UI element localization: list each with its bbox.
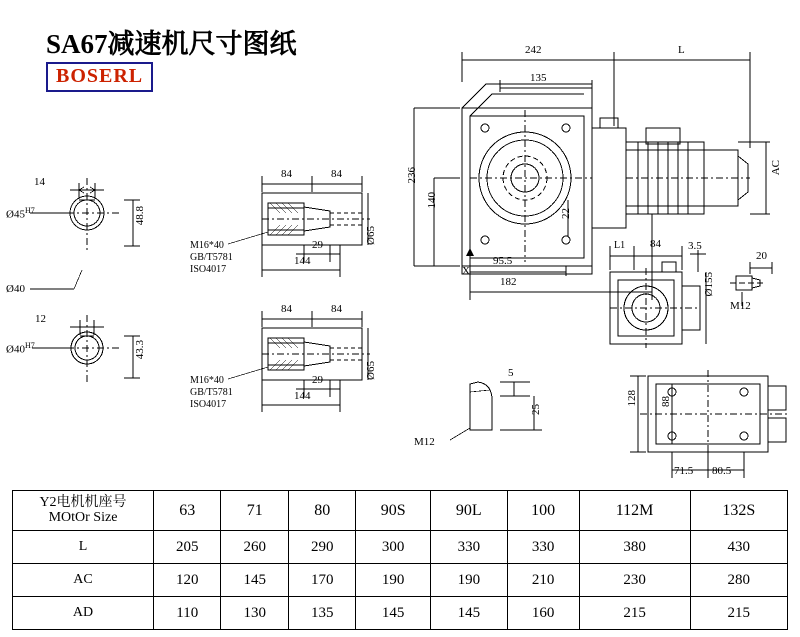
table-row <box>13 597 788 630</box>
cell-AC-1: 145 <box>221 564 288 597</box>
dim-128: 128 <box>626 390 638 407</box>
dim-22: 22 <box>560 208 572 219</box>
motor-size-label-en: MOtOr Size <box>48 509 118 525</box>
note-bolt-spec-top: M16*40 <box>190 240 224 251</box>
table-rowhead-motor-size <box>13 491 154 531</box>
cell-AC-3: 190 <box>356 564 430 597</box>
dim-144-top: 144 <box>294 255 311 267</box>
dim-L: L <box>678 44 685 56</box>
cell-AD-4: 145 <box>430 597 507 630</box>
dim-height-bottom: 43.3 <box>134 340 146 360</box>
table-row <box>13 564 788 597</box>
row-label-AC: AC <box>13 564 154 597</box>
table-col-1: 71 <box>221 491 288 531</box>
note-bolt-spec-bottom: M16*40 <box>190 375 224 386</box>
cell-AC-2: 170 <box>288 564 355 597</box>
cell-AD-6: 215 <box>579 597 690 630</box>
dim-71-5: 71.5 <box>674 465 694 477</box>
cell-L-7: 430 <box>690 531 787 564</box>
cell-L-2: 290 <box>288 531 355 564</box>
thread-M12-side: M12 <box>730 300 751 312</box>
cell-AD-0: 110 <box>154 597 221 630</box>
dim-84a-bottom: 84 <box>281 303 292 315</box>
dim-bore-bottom: $Ø40^{H7}$ <box>6 341 35 356</box>
table-col-2: 80 <box>288 491 355 531</box>
motor-size-label-cn: Y2电机机座号 <box>39 495 127 510</box>
dim-84b-top: 84 <box>331 168 342 180</box>
cell-L-5: 330 <box>507 531 579 564</box>
cell-AD-2: 135 <box>288 597 355 630</box>
cell-AD-7: 215 <box>690 597 787 630</box>
dim-182: 182 <box>500 276 517 288</box>
table-col-7: 132S <box>690 491 787 531</box>
table-col-6: 112M <box>579 491 690 531</box>
spec-table <box>12 490 788 630</box>
dim-keywidth-bottom: 12 <box>35 313 46 325</box>
dim-84-side: 84 <box>650 238 661 250</box>
dim-236: 236 <box>406 167 418 184</box>
dim-84a-top: 84 <box>281 168 292 180</box>
cell-L-6: 380 <box>579 531 690 564</box>
cell-L-1: 260 <box>221 531 288 564</box>
dim-dia65-top: Ø65 <box>365 226 377 245</box>
dim-84b-bottom: 84 <box>331 303 342 315</box>
dim-135: 135 <box>530 72 547 84</box>
dim-144-bottom: 144 <box>294 390 311 402</box>
dim-25: 25 <box>530 404 542 415</box>
cell-L-3: 300 <box>356 531 430 564</box>
brand-logo: BOSERL <box>46 62 153 92</box>
dim-height-top: 48.8 <box>134 206 146 226</box>
dim-dia155: Ø155 <box>703 272 715 297</box>
note-bolt-standard-bottom: GB/T5781 <box>190 387 233 398</box>
table-header-row <box>13 491 788 531</box>
dim-20: 20 <box>756 250 767 262</box>
table-row <box>13 531 788 564</box>
cell-AC-7: 280 <box>690 564 787 597</box>
dim-dia65-bottom: Ø65 <box>365 361 377 380</box>
dim-5: 5 <box>508 367 514 379</box>
dim-29-top: 29 <box>312 239 323 251</box>
cell-AC-5: 210 <box>507 564 579 597</box>
dim-L1: L1 <box>614 240 626 251</box>
dim-keywidth-top: 14 <box>34 176 45 188</box>
dim-242: 242 <box>525 44 542 56</box>
label-M12-key: M12 <box>414 436 435 448</box>
dim-29-bottom: 29 <box>312 374 323 386</box>
dim-140: 140 <box>426 192 438 209</box>
dim-bore-plain: Ø40 <box>6 283 25 295</box>
row-label-L: L <box>13 531 154 564</box>
cell-L-0: 205 <box>154 531 221 564</box>
table-col-4: 90L <box>430 491 507 531</box>
dim-AC: AC <box>770 160 782 176</box>
table-col-5: 100 <box>507 491 579 531</box>
dim-88: 88 <box>660 396 672 407</box>
cell-AD-3: 145 <box>356 597 430 630</box>
page-title: SA67减速机尺寸图纸 <box>46 29 297 59</box>
note-bolt-standard-top: GB/T5781 <box>190 252 233 263</box>
dim-80-5: 80.5 <box>712 465 732 477</box>
table-col-3: 90S <box>356 491 430 531</box>
cell-AC-4: 190 <box>430 564 507 597</box>
note-bolt-iso-bottom: ISO4017 <box>190 399 227 410</box>
cell-AD-1: 130 <box>221 597 288 630</box>
table-col-0: 63 <box>154 491 221 531</box>
dim-95-5: 95.5 <box>493 255 513 267</box>
note-bolt-iso-top: ISO4017 <box>190 264 227 275</box>
cell-AC-6: 230 <box>579 564 690 597</box>
cell-L-4: 330 <box>430 531 507 564</box>
marker-x: X <box>462 265 470 277</box>
cell-AC-0: 120 <box>154 564 221 597</box>
cell-AD-5: 160 <box>507 597 579 630</box>
row-label-AD: AD <box>13 597 154 630</box>
dim-3-5: 3.5 <box>688 240 702 252</box>
dim-bore-top: $Ø45^{H7}$ <box>6 206 35 221</box>
